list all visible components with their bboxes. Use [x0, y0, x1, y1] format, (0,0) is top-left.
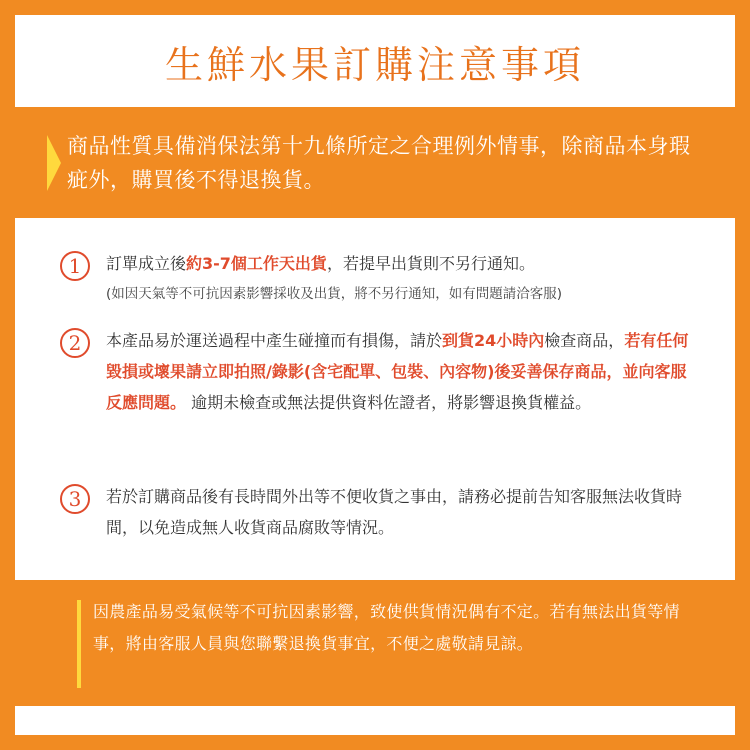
terms-panel [15, 218, 735, 580]
term-3-text: 若於訂購商品後有長時間外出等不便收貨之事由，請務必提前告知客服無法收貨時間，以免造成無人收貨商品腐敗等情況。 [106, 487, 683, 537]
number-3-icon: 3 [60, 484, 90, 514]
term-2-highlight-a: 到貨24小時內 [442, 331, 545, 350]
term-item-1-text [106, 248, 700, 310]
term-1-sub-note: (如因天氣等不可抗因素影響採收及出貨，將不另行通知，如有問題請洽客服) [106, 286, 563, 302]
term-item-1 [60, 248, 700, 310]
term-item-2-text [106, 325, 700, 418]
bottom-strip [15, 706, 735, 735]
term-2-text-b: 檢查商品， [544, 331, 625, 350]
term-1-highlight: 約3-7個工作天出貨 [186, 254, 327, 273]
number-2-icon: 2 [60, 328, 90, 358]
notice-text: 商品性質具備消保法第十九條所定之合理例外情事，除商品本身瑕疵外，購買後不得退換貨。 [67, 134, 691, 192]
title-panel [15, 15, 735, 107]
term-1-text-b: ，若提早出貨則不另行通知。 [326, 254, 535, 273]
term-1-text-a: 訂單成立後 [106, 254, 187, 273]
number-1-icon: 1 [60, 251, 90, 281]
term-item-3-text [106, 481, 700, 543]
footer-note-panel [15, 582, 735, 704]
arrow-marker-icon [47, 135, 61, 191]
term-item-3 [60, 481, 700, 543]
term-2-highlight-b: 若有任何毀損或壞果請立即拍照/錄影(含宅配單、包裝、內容物)後妥善保存商品，並向客服反應問題。 [106, 331, 689, 412]
term-2-text-a: 本產品易於運送過程中產生碰撞而有損傷，請於 [106, 331, 443, 350]
footer-note-text: 因農產品易受氣候等不可抗因素影響，致使供貨情況偶有不定。若有無法出貨等情事，將由客服人員與您聯繫退換貨事宜，不便之處敬請見諒。 [93, 602, 680, 653]
notice-band [15, 125, 735, 200]
page-title: 生鮮水果訂購注意事項 [164, 42, 585, 87]
term-2-text-c: 逾期未檢查或無法提供資料佐證者，將影響退換貨權益。 [186, 393, 592, 412]
footer-accent-bar [77, 600, 81, 688]
term-item-2 [60, 325, 700, 418]
